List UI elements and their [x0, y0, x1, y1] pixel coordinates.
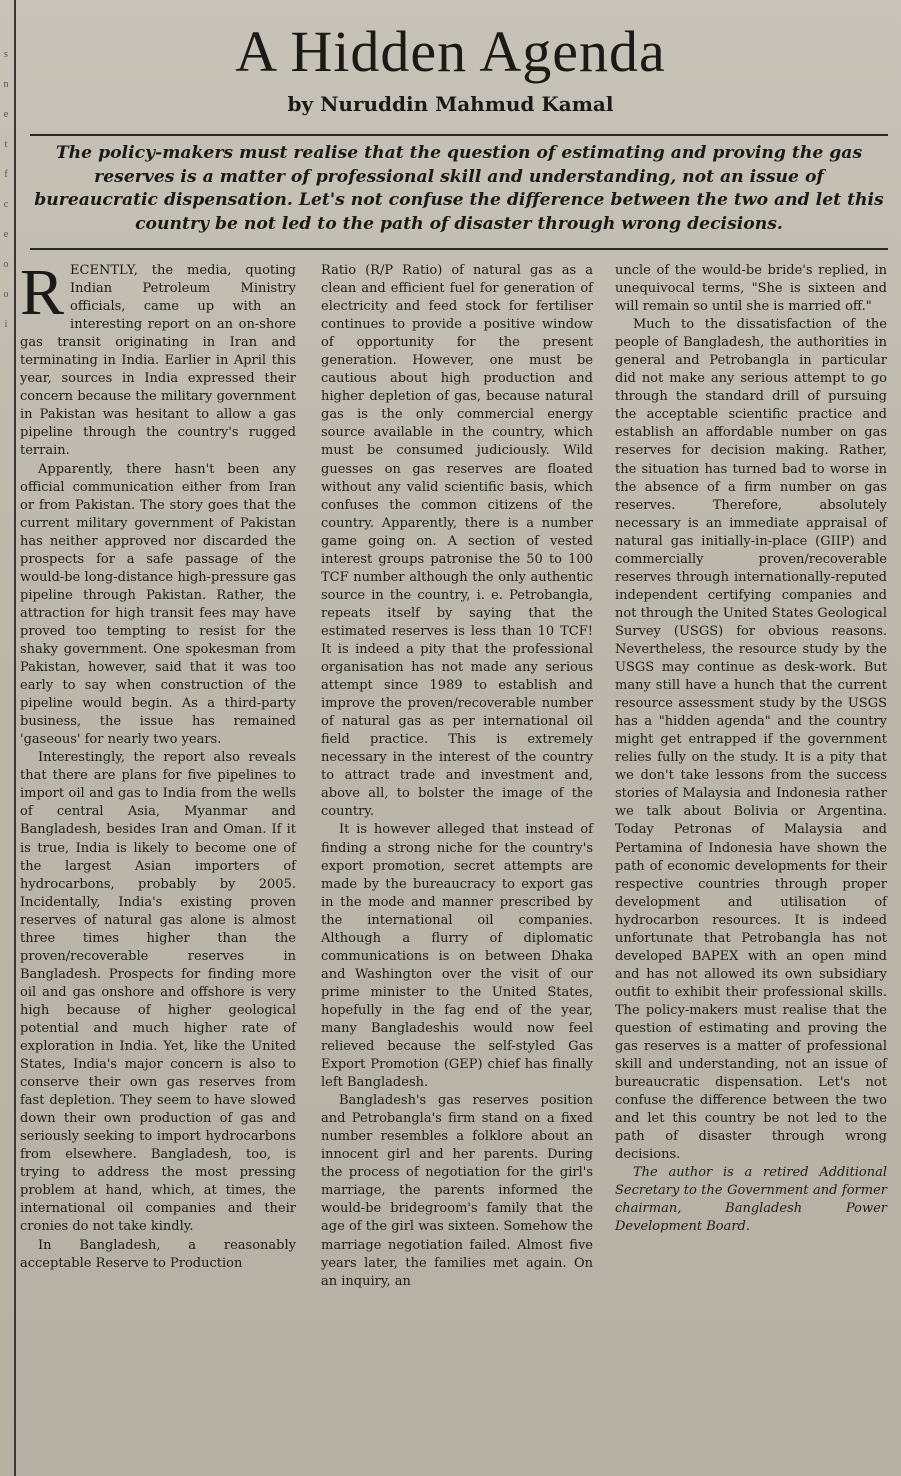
paragraph: Ratio (R/P Ratio) of natural gas as a clean and efficient fuel for generation of electricity and feed stock for fertiliser continues to provide a positive window of opportunity for the present generation. However, one must be cautious about high production and higher depletion of gas, because natural gas is the only commercial energy source available in the country, which must be consumed judiciously. Wild guesses on gas reserves are floated without any valid scientific basis, which confuses the common citizens of the country. Apparently, there is a number game going on. A section of vested interest groups patronise the 50 to 100 TCF number although the only authentic source in the country, i. e. Petrobangla, repeats itself by saying that the estimated reserves is less than 10 TCF! It is indeed a pity that the professional organisation has not made any serious attempt since 1989 to establish and improve the proven/recoverable number of natural gas as per international oil field practice. This is extremely necessary in the interest of the country to attract trade and investment and, above all, to bolster the image of the country. [321, 263, 593, 820]
paragraph: Apparently, there hasn't been any official communication either from Iran or from Pakistan. The story goes that the current military government of Pakistan has neither approved nor discarded the prospects for a safe passage of the would-be long-distance high-pressure gas pipeline through Pakistan. Rather, the attraction for high transit fees may have proved too tempting to resist for the shaky government. One spokesman from Pakistan, however, said that it was too early to say when construction of the pipeline would begin. As a third-party business, the issue has remained 'gaseous' for nearly two years. [20, 461, 296, 748]
paragraph: In Bangladesh, a reasonably acceptable Reserve to Production [20, 1237, 296, 1271]
paragraph: Interestingly, the report also reveals that there are plans for five pipelines to import oil and gas to India from the wells of central Asia, Myanmar and Bangladesh, besides Iran and Oman. If it is true, India is likely to become one of the largest Asian importers of hydrocarbons, probably by 2005. Incidentally, India's existing proven reserves of natural gas alone is almost three times higher than the proven/recoverable reserves in Bangladesh. Prospects for finding more oil and gas onshore and offshore is very high because of higher geological potential and much higher rate of exploration in India. Yet, like the United States, India's major concern is also to conserve their own gas reserves from fast depletion. They seem to have slowed down their own production of gas and seriously seeking to import hydrocarbons from elsewhere. Bangladesh, too, is trying to address the most pressing problem at hand, which, at times, the international oil companies and their cronies do not take kindly. [20, 750, 296, 1235]
paragraph: Bangladesh's gas reserves position and Petrobangla's firm stand on a fixed number resembles a folklore about an innocent girl and her parents. During the process of negotiation for the girl's marriage, the parents informed the would-be bridegroom's family that the age of the girl was sixteen. Somehow the marriage negotiation failed. Almost five years later, the families met again. On an inquiry, an [321, 1093, 593, 1289]
byline: by Nuruddin Mahmud Kamal [287, 92, 614, 116]
paragraph: Much to the dissatisfaction of the people of Bangladesh, the authorities in general and Petrobangla in particular did not make any serious attempt to go through the standard drill of pursuing the acceptable scientific practice and establish an affordable number on gas reserves for decision making. Rather, the situation has turned bad to worse in the absence of a firm number on gas reserves. Therefore, absolutely necessary is an immediate appraisal of natural gas initially-in-place (GIIP) and commercially proven/recoverable reserves through internationally-reputed independent certifying companies and not through the United States Geological Survey (USGS) for obvious reasons. Nevertheless, the resource study by the USGS may continue as desk-work. But many still have a hunch that the current resource assessment study by the USGS has a "hidden agenda" and the country might get entrapped if the government relies fully on the study. It is a pity that we don't take lessons from the success stories of Malaysia and Indonesia rather we talk about Bolivia or Argentina. Today Petronas of Malaysia and Pertamina of Indonesia have shown the path of economic developments for their respective countries through proper development and utilisation of hydrocarbon resources. It is indeed unfortunate that Petrobangla has not developed BAPEX with an open mind and has not allowed its own subsidiary outfit to exhibit their professional skills. The policy-makers must realise that the question of estimating and proving the gas reserves is a matter of professional skill and understanding, not an issue of bureaucratic dispensation. Let's not confuse the difference between the two and let this country be not led to the path of disaster through wrong decisions. [615, 317, 887, 1163]
author-note: The author is a retired Additional Secretary to the Government and former chairman, Bangladesh Power Development Board. [615, 1165, 887, 1235]
previous-column-fragment: s n e t f c e o o i [3, 49, 9, 330]
paragraph: It is however alleged that instead of finding a strong niche for the country's export promotion, secret attempts are made by the bureaucracy to export gas in the mode and manner prescribed by the international oil companies. Although a flurry of diplomatic communications is on between Dhaka and Washington over the visit of our prime minister to the United States, hopefully in the fag end of the year, many Bangladeshis would now feel relieved because the self-styled Gas Export Promotion (GEP) chief has finally left Bangladesh. [321, 822, 593, 1091]
deck-bottom-rule [30, 248, 888, 250]
article-column-2 [321, 262, 593, 1291]
drop-cap: R [20, 256, 65, 329]
article-column-3 [615, 262, 887, 1237]
article-column-1 [20, 256, 296, 1273]
paragraph: uncle of the would-be bride's replied, in unequivocal terms, "She is sixteen and will remain so until she is married off." [615, 263, 887, 315]
column-divider [14, 0, 16, 1476]
deck-top-rule [30, 134, 888, 136]
paragraph: RECENTLY, the media, quoting Indian Petroleum Ministry officials, came up with an interesting report on an on-shore gas transit originating in Iran and terminating in India. Earlier in April this year, sources in India expressed their concern because the military government in Pakistan was hesitant to allow a gas pipeline through the country's rugged terrain. [20, 256, 296, 459]
deck-summary: The policy-makers must realise that the question of estimating and proving the gas reserves is a matter of professional skill and understanding, not an issue of bureaucratic dispensation. Let's not confuse the difference between the two and let this country be not led to the path of disaster through wrong decisions. [34, 143, 884, 234]
headline: A Hidden Agenda [235, 19, 666, 84]
